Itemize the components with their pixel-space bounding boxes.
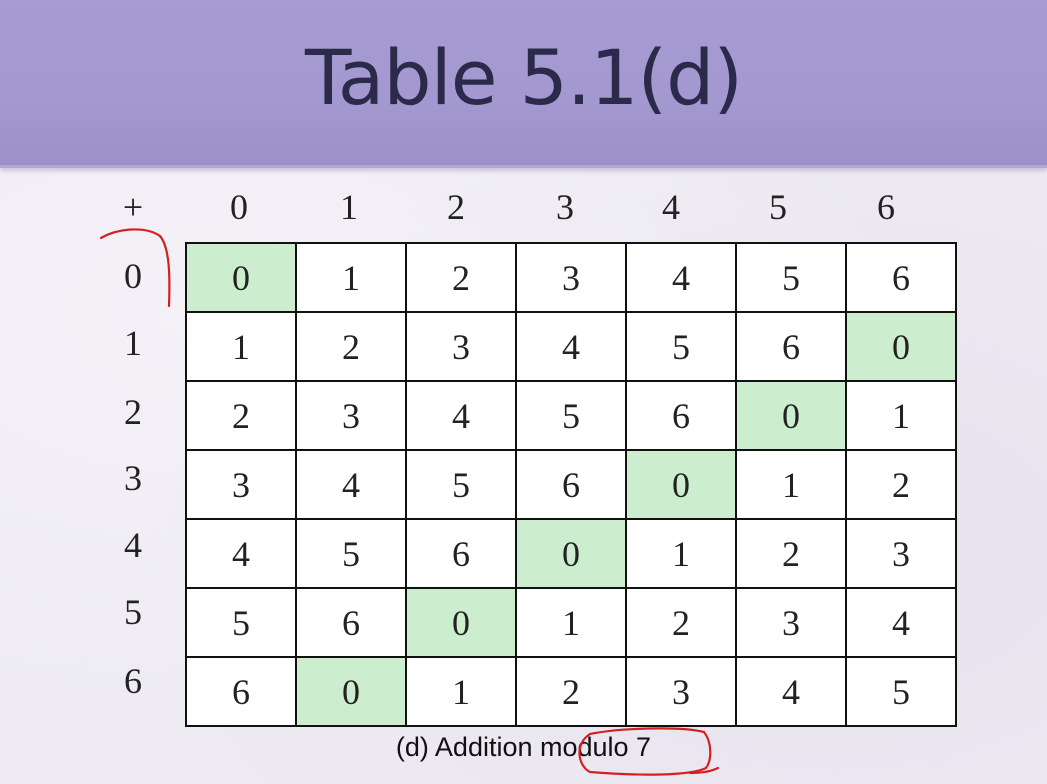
- caption-emphasis: modulo 7: [540, 732, 652, 762]
- table-cell: 4: [296, 450, 406, 519]
- table-cell: 6: [296, 588, 406, 657]
- table-caption: [0, 732, 1047, 763]
- table-row: [186, 657, 956, 726]
- table-cell: 1: [406, 657, 516, 726]
- table-cell: 3: [846, 519, 956, 588]
- table-row: [186, 519, 956, 588]
- table-cell: 3: [296, 381, 406, 450]
- table-cell: 1: [186, 312, 296, 381]
- table-cell: 1: [736, 450, 846, 519]
- table-cell: 6: [736, 312, 846, 381]
- table-cell: 4: [736, 657, 846, 726]
- table-cell: 2: [846, 450, 956, 519]
- table-cell: 1: [296, 243, 406, 312]
- table-cell: 3: [626, 657, 736, 726]
- table-cell: 3: [186, 450, 296, 519]
- table-cell: 2: [406, 243, 516, 312]
- table-cell: 0: [186, 243, 296, 312]
- column-header: 4: [662, 187, 680, 227]
- table-row: [186, 312, 956, 381]
- slide-title: Table 5.1(d): [304, 33, 743, 122]
- row-header: 3: [124, 458, 142, 498]
- table-cell: 1: [846, 381, 956, 450]
- table-cell: 6: [846, 243, 956, 312]
- table-cell: 5: [516, 381, 626, 450]
- table-cell: 4: [186, 519, 296, 588]
- table-cell: 3: [736, 588, 846, 657]
- table-cell: 6: [516, 450, 626, 519]
- addition-table: [185, 242, 957, 727]
- table-cell: 2: [296, 312, 406, 381]
- table-cell: 0: [406, 588, 516, 657]
- table-cell: 3: [406, 312, 516, 381]
- column-header: 3: [556, 187, 574, 227]
- operator-symbol: +: [122, 187, 144, 227]
- table-row: [186, 588, 956, 657]
- table-cell: 2: [186, 381, 296, 450]
- table-row: [186, 243, 956, 312]
- table-cell: 4: [626, 243, 736, 312]
- table-cell: 5: [406, 450, 516, 519]
- table-cell: 4: [406, 381, 516, 450]
- table-cell: 2: [736, 519, 846, 588]
- table-cell: 6: [186, 657, 296, 726]
- table-row: [186, 450, 956, 519]
- table-cell: 0: [736, 381, 846, 450]
- table-cell: 0: [516, 519, 626, 588]
- table-cell: 6: [626, 381, 736, 450]
- table-cell: 5: [296, 519, 406, 588]
- table-cell: 5: [626, 312, 736, 381]
- row-header: 0: [124, 256, 142, 296]
- caption-prefix: (d) Addition: [395, 732, 540, 762]
- column-header: 2: [447, 187, 465, 227]
- column-header: 0: [230, 187, 248, 227]
- table-cell: 5: [186, 588, 296, 657]
- table-cell: 0: [626, 450, 736, 519]
- table-cell: 1: [516, 588, 626, 657]
- column-header: 5: [769, 187, 787, 227]
- table-cell: 2: [516, 657, 626, 726]
- row-header: 2: [124, 392, 142, 432]
- table-cell: 2: [626, 588, 736, 657]
- table-cell: 5: [846, 657, 956, 726]
- table-cell: 6: [406, 519, 516, 588]
- column-header: 6: [877, 187, 895, 227]
- row-header: 6: [124, 661, 142, 701]
- table-cell: 1: [626, 519, 736, 588]
- table-cell: 4: [516, 312, 626, 381]
- table-row: [186, 381, 956, 450]
- table-cell: 5: [736, 243, 846, 312]
- table-cell: 3: [516, 243, 626, 312]
- table-cell: 0: [846, 312, 956, 381]
- table-cell: 0: [296, 657, 406, 726]
- row-header: 5: [124, 592, 142, 632]
- column-header: 1: [340, 187, 358, 227]
- row-header: 4: [124, 525, 142, 565]
- table-cell: 4: [846, 588, 956, 657]
- row-header: 1: [124, 323, 142, 363]
